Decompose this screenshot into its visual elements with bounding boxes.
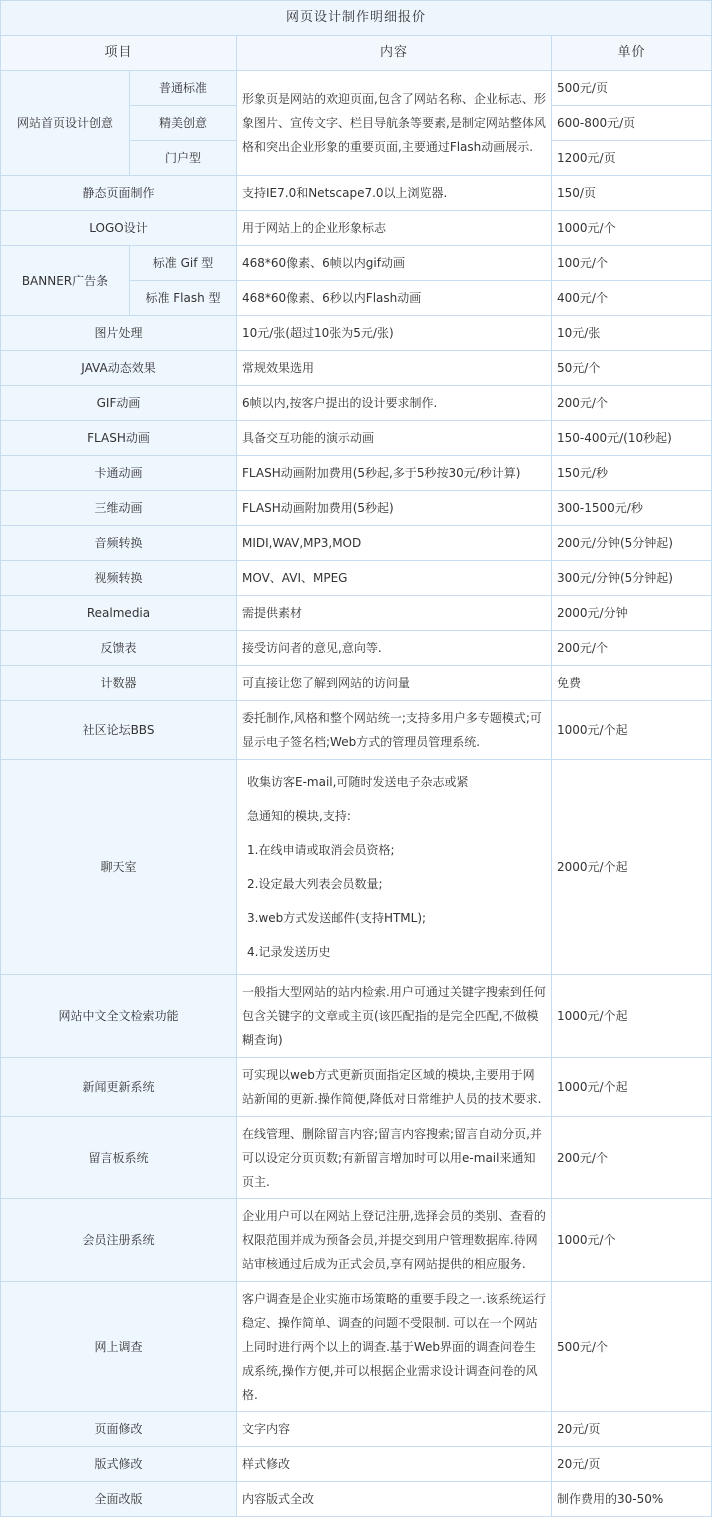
row-content: MOV、AVI、MPEG	[237, 561, 552, 596]
row-content: 468*60像素、6帧以内gif动画	[237, 246, 552, 281]
row-content: 468*60像素、6秒以内Flash动画	[237, 281, 552, 316]
row-content: 支持IE7.0和Netscape7.0以上浏览器.	[237, 176, 552, 211]
row-label: 卡通动画	[1, 456, 237, 491]
row-label: GIF动画	[1, 386, 237, 421]
row-price: 150-400元/(10秒起)	[552, 421, 712, 456]
row-label: 视频转换	[1, 561, 237, 596]
row-content-chat	[237, 760, 552, 975]
row-content: 一般指大型网站的站内检索.用户可通过关键字搜索到任何包含关键字的文章或主页(该匹配指的是完全匹配,不做模糊查询)	[237, 975, 552, 1058]
table-row	[1, 1058, 712, 1117]
table-title: 网页设计制作明细报价	[1, 1, 712, 36]
row-price: 2000元/个起	[552, 760, 712, 975]
table-row	[1, 1199, 712, 1282]
row-content: 具备交互功能的演示动画	[237, 421, 552, 456]
row-price: 200元/个	[552, 631, 712, 666]
row-label: 网站中文全文检索功能	[1, 975, 237, 1058]
row-price: 1000元/个	[552, 211, 712, 246]
table-row	[1, 596, 712, 631]
row-price: 免费	[552, 666, 712, 701]
table-row	[1, 1412, 712, 1447]
table-row	[1, 71, 712, 106]
row-label: FLASH动画	[1, 421, 237, 456]
row-content: 在线管理、删除留言内容;留言内容搜索;留言自动分页,并可以设定分页页数;有新留言增加时可以用e-mail来通知页主.	[237, 1117, 552, 1199]
chat-line: 收集访客E-mail,可随时发送电子杂志或紧	[247, 775, 469, 789]
chat-line: 急通知的模块,支持:	[247, 809, 351, 823]
row-label: 三维动画	[1, 491, 237, 526]
row-content: 常规效果选用	[237, 351, 552, 386]
row-price: 2000元/分钟	[552, 596, 712, 631]
row-content: 委托制作,风格和整个网站统一;支持多用户多专题模式;可显示电子签名档;Web方式的管理员管理系统.	[237, 701, 552, 760]
row-content: 用于网站上的企业形象标志	[237, 211, 552, 246]
row-label: 静态页面制作	[1, 176, 237, 211]
row-label: 会员注册系统	[1, 1199, 237, 1282]
row-label: JAVA动态效果	[1, 351, 237, 386]
table-row	[1, 526, 712, 561]
row-price: 1000元/个起	[552, 975, 712, 1058]
row-label: 聊天室	[1, 760, 237, 975]
row-price: 1000元/个起	[552, 701, 712, 760]
row-label: Realmedia	[1, 596, 237, 631]
row-content: 6帧以内,按客户提出的设计要求制作.	[237, 386, 552, 421]
row-content: 需提供素材	[237, 596, 552, 631]
row-price: 150元/秒	[552, 456, 712, 491]
header-content: 内容	[237, 36, 552, 71]
table-row	[1, 176, 712, 211]
sub-label: 精美创意	[130, 106, 237, 141]
row-content: 样式修改	[237, 1447, 552, 1482]
sub-label: 普通标准	[130, 71, 237, 106]
row-price: 400元/个	[552, 281, 712, 316]
row-price: 150/页	[552, 176, 712, 211]
row-price: 1000元/个	[552, 1199, 712, 1282]
table-row	[1, 1482, 712, 1517]
header-price: 单价	[552, 36, 712, 71]
table-row	[1, 975, 712, 1058]
row-price: 500元/页	[552, 71, 712, 106]
header-item: 项目	[1, 36, 237, 71]
chat-line: 4.记录发送历史	[247, 945, 331, 959]
row-price: 300元/分钟(5分钟起)	[552, 561, 712, 596]
row-price: 10元/张	[552, 316, 712, 351]
table-row	[1, 421, 712, 456]
table-row	[1, 701, 712, 760]
row-price: 20元/页	[552, 1447, 712, 1482]
table-row	[1, 561, 712, 596]
table-row	[1, 760, 712, 975]
table-row	[1, 631, 712, 666]
row-label: 全面改版	[1, 1482, 237, 1517]
row-content: FLASH动画附加费用(5秒起)	[237, 491, 552, 526]
table-row	[1, 386, 712, 421]
system-rows	[1, 975, 712, 1517]
row-content: MIDI,WAV,MP3,MOD	[237, 526, 552, 561]
row-content-homepage: 形象页是网站的欢迎页面,包含了网站名称、企业标志、形象图片、宣传文字、栏目导航条等要素,是制定网站整体风格和突出企业形象的重要页面,主要通过Flash动画展示.	[237, 71, 552, 176]
row-label: 留言板系统	[1, 1117, 237, 1199]
row-price: 500元/个	[552, 1282, 712, 1412]
row-label: 计数器	[1, 666, 237, 701]
row-label: 页面修改	[1, 1412, 237, 1447]
table-row	[1, 666, 712, 701]
chat-line: 1.在线申请或取消会员资格;	[247, 843, 395, 857]
row-content: 企业用户可以在网站上登记注册,选择会员的类别、查看的权限范围并成为预备会员,并提交到用户管理数据库.待网站审核通过后成为正式会员,享有网站提供的相应服务.	[237, 1199, 552, 1282]
row-price: 1000元/个起	[552, 1058, 712, 1117]
row-content: 客户调查是企业实施市场策略的重要手段之一.该系统运行稳定、操作简单、调查的问题不受限制. 可以在一个网站上同时进行两个以上的调查.基于Web界面的调查问卷生成系统,操作方便,并可以根据企业需求设计调查问卷的风格.	[237, 1282, 552, 1412]
row-content: 接受访问者的意见,意向等.	[237, 631, 552, 666]
row-label: 新闻更新系统	[1, 1058, 237, 1117]
row-label: 图片处理	[1, 316, 237, 351]
row-price: 制作费用的30-50%	[552, 1482, 712, 1517]
sub-label: 门户型	[130, 141, 237, 176]
table-row	[1, 246, 712, 281]
table-row	[1, 1447, 712, 1482]
table-row	[1, 456, 712, 491]
row-label: 网上调查	[1, 1282, 237, 1412]
row-price: 50元/个	[552, 351, 712, 386]
row-price: 300-1500元/秒	[552, 491, 712, 526]
row-label: 社区论坛BBS	[1, 701, 237, 760]
row-price: 600-800元/页	[552, 106, 712, 141]
row-content: 10元/张(超过10张为5元/张)	[237, 316, 552, 351]
table-row	[1, 316, 712, 351]
row-content: FLASH动画附加费用(5秒起,多于5秒按30元/秒计算)	[237, 456, 552, 491]
sub-label: 标准 Gif 型	[130, 246, 237, 281]
row-label: 反馈表	[1, 631, 237, 666]
row-content: 内容版式全改	[237, 1482, 552, 1517]
table-row	[1, 491, 712, 526]
row-label: 版式修改	[1, 1447, 237, 1482]
row-price: 1200元/页	[552, 141, 712, 176]
table-row	[1, 211, 712, 246]
table-row	[1, 351, 712, 386]
row-label: 音频转换	[1, 526, 237, 561]
chat-line: 2.设定最大列表会员数量;	[247, 877, 383, 891]
row-price: 200元/个	[552, 386, 712, 421]
row-label-banner: BANNER广告条	[1, 246, 130, 316]
chat-line: 3.web方式发送邮件(支持HTML);	[247, 911, 427, 925]
row-price: 20元/页	[552, 1412, 712, 1447]
table-row	[1, 1117, 712, 1199]
table-row	[1, 1282, 712, 1412]
row-price: 100元/个	[552, 246, 712, 281]
simple-rows	[1, 316, 712, 701]
row-content: 文字内容	[237, 1412, 552, 1447]
row-label: LOGO设计	[1, 211, 237, 246]
header-row	[1, 36, 712, 71]
row-price: 200元/个	[552, 1117, 712, 1199]
row-price: 200元/分钟(5分钟起)	[552, 526, 712, 561]
sub-label: 标准 Flash 型	[130, 281, 237, 316]
row-content: 可实现以web方式更新页面指定区域的模块,主要用于网站新闻的更新.操作简便,降低对日常维护人员的技术要求.	[237, 1058, 552, 1117]
row-content: 可直接让您了解到网站的访问量	[237, 666, 552, 701]
row-label-homepage: 网站首页设计创意	[1, 71, 130, 176]
